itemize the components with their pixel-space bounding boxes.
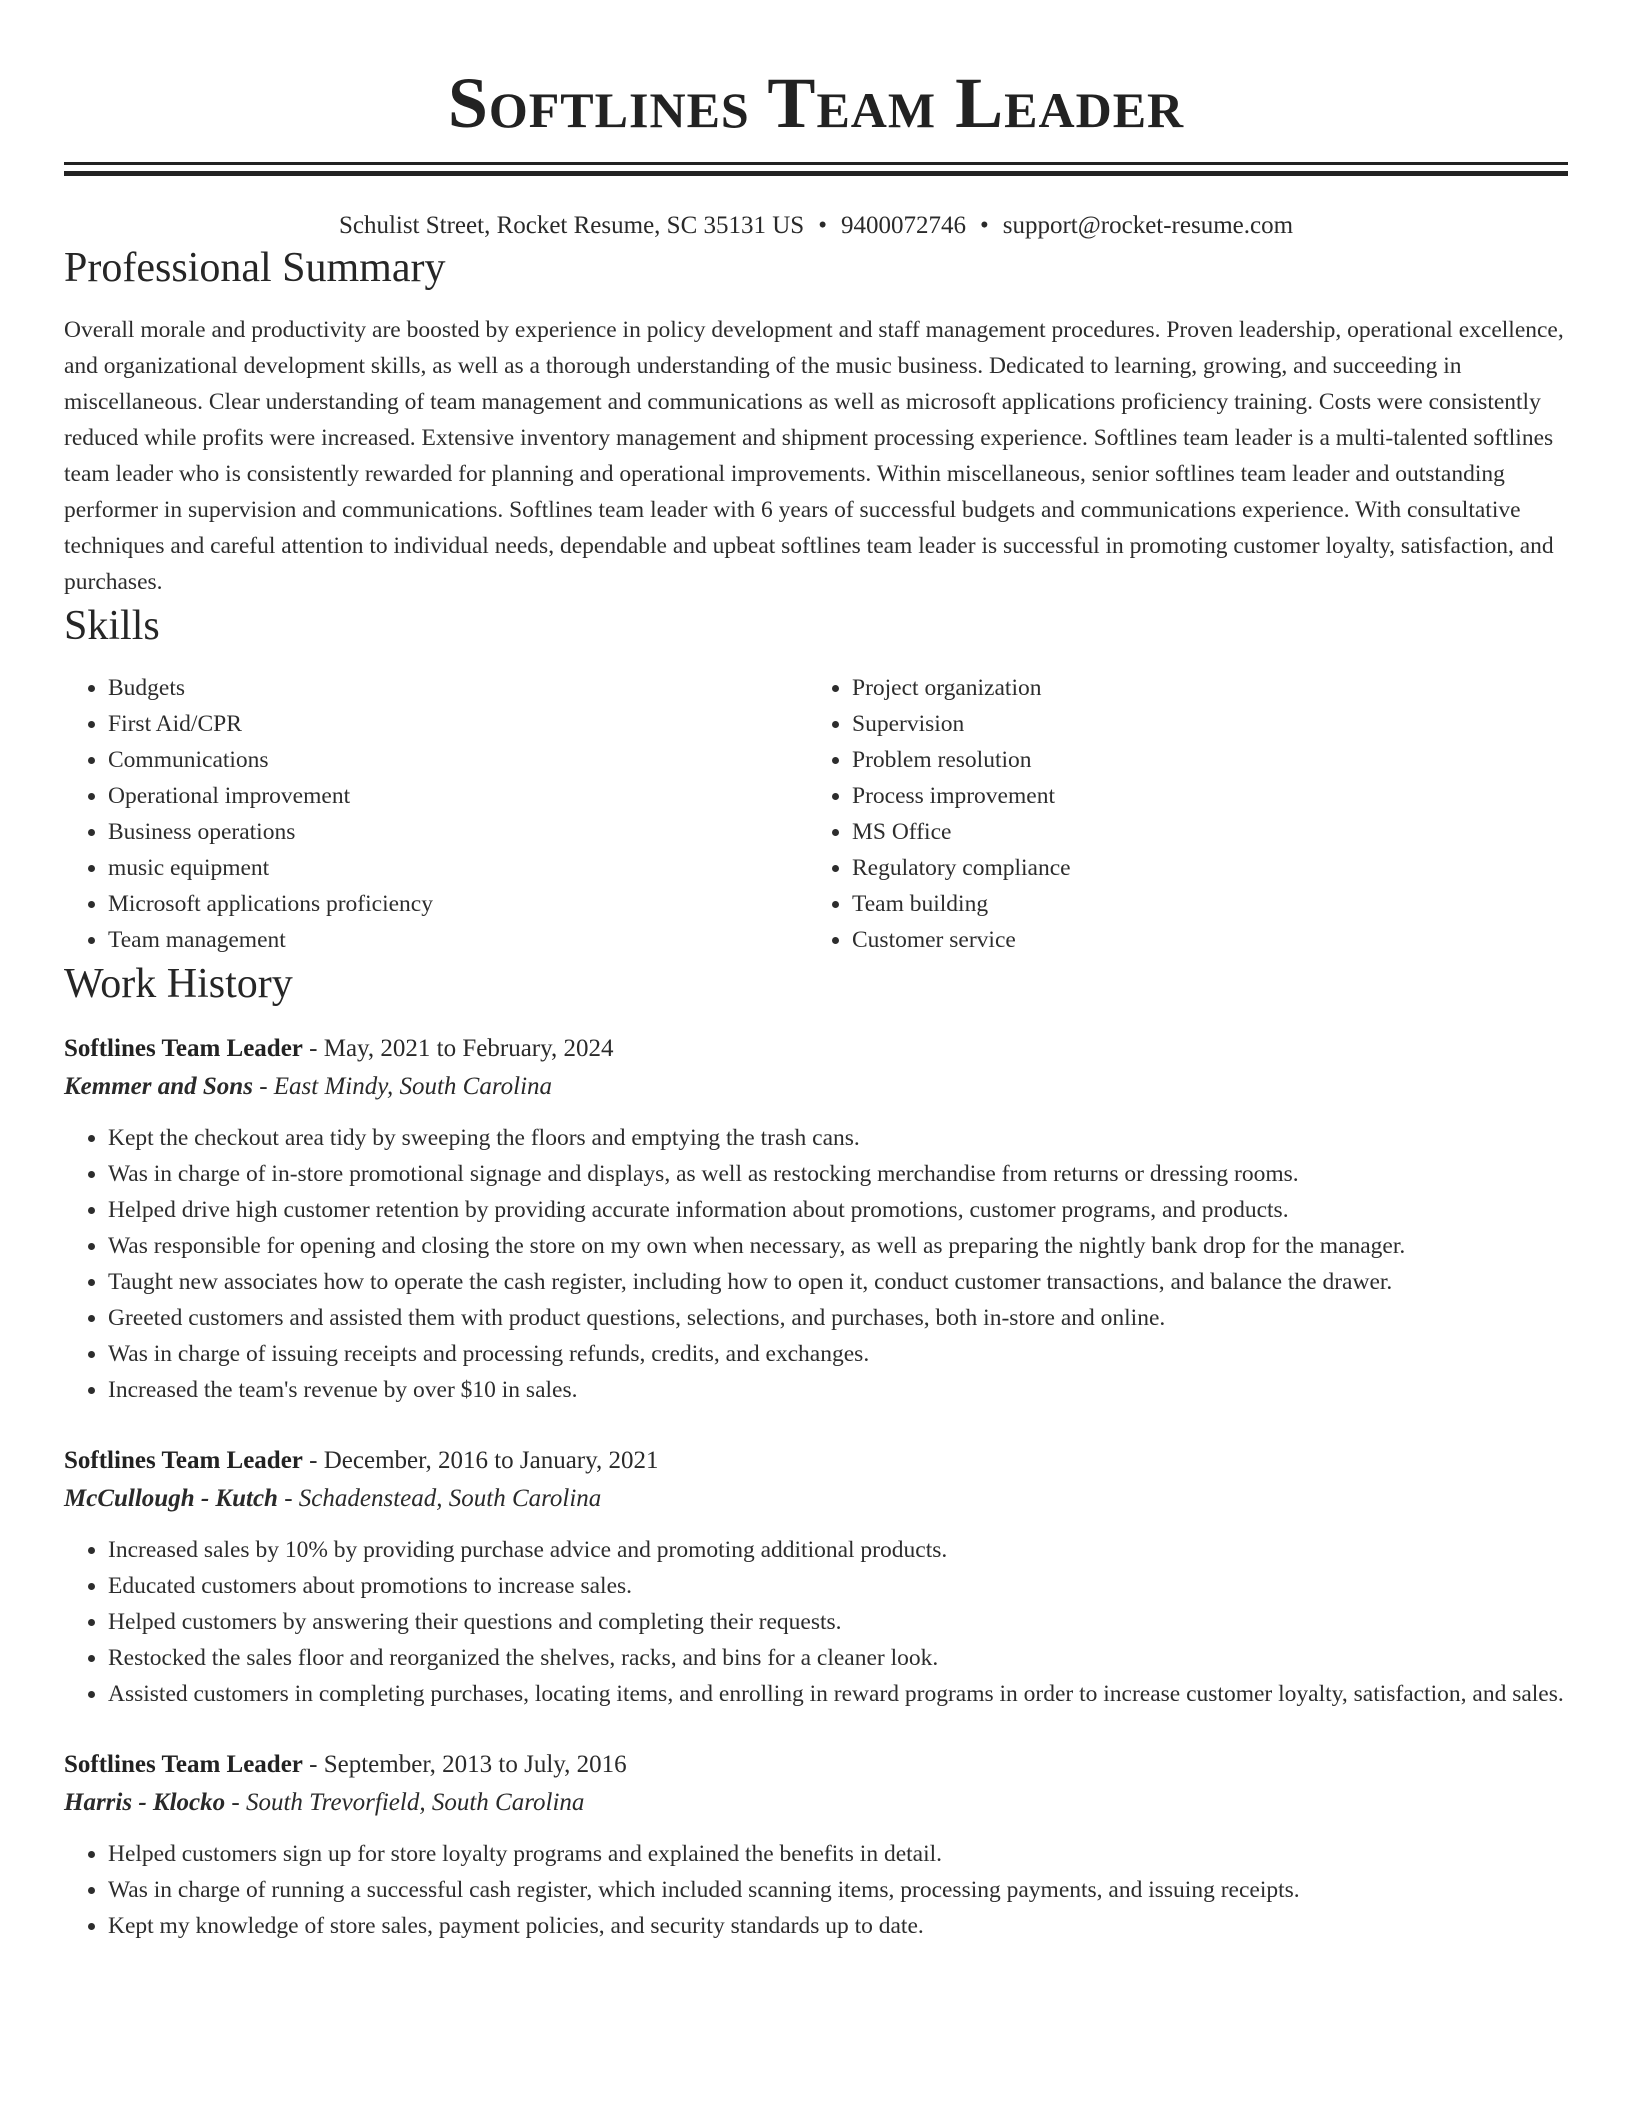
skill-item: • Process improvement: [852, 778, 1552, 814]
job-bullet: • Assisted customers in completing purchases, locating items, and enrolling in reward programs in order to increase customer loyalty, satisfaction, and sales.: [108, 1676, 1568, 1712]
job-title-line: Softlines Team Leader - September, 2013 to July, 2016: [64, 1751, 627, 1778]
skill-item: • MS Office: [852, 814, 1552, 850]
job-title-line: Softlines Team Leader - May, 2021 to February, 2024: [64, 1035, 614, 1062]
skill-item: • Problem resolution: [852, 742, 1552, 778]
job-title: Softlines Team Leader: [64, 1035, 303, 1062]
job-bullet: • Was in charge of issuing receipts and processing refunds, credits, and exchanges.: [108, 1336, 1568, 1372]
job-bullet: • Educated customers about promotions to increase sales.: [108, 1568, 1568, 1604]
job-entry: [64, 1442, 1568, 1712]
job-company: Kemmer and Sons: [64, 1073, 253, 1100]
skill-item: • Project organization: [852, 670, 1552, 706]
contact-phone: 9400072746: [840, 212, 966, 239]
job-entry: [64, 1030, 1568, 1408]
skill-item: • Operational improvement: [108, 778, 808, 814]
contact-separator: •: [818, 212, 827, 239]
job-bullet: • Kept my knowledge of store sales, payment policies, and security standards up to date.: [108, 1908, 1568, 1944]
job-company-line: Kemmer and Sons - East Mindy, South Carolina: [64, 1073, 553, 1100]
job-bullets: [64, 1532, 1568, 1712]
skill-item: • Customer service: [852, 922, 1552, 958]
skills-list-left: [64, 670, 808, 958]
job-location: South Trevorfield, South Carolina: [245, 1789, 585, 1816]
job-entry: [64, 1746, 1568, 1944]
skill-item: • Supervision: [852, 706, 1552, 742]
job-bullets: [64, 1836, 1568, 1944]
job-bullet: • Greeted customers and assisted them with product questions, selections, and purchases, both in-store and online.: [108, 1300, 1568, 1336]
job-bullet: • Helped drive high customer retention by providing accurate information about promotions, customer programs, and products.: [108, 1192, 1568, 1228]
skills-list-right: [808, 670, 1552, 958]
job-bullet: • Helped customers by answering their questions and completing their requests.: [108, 1604, 1568, 1640]
job-bullet: • Was responsible for opening and closing the store on my own when necessary, as well as preparing the nightly bank drop for the manager.: [108, 1228, 1568, 1264]
skill-item: • music equipment: [108, 850, 808, 886]
job-dates: December, 2016 to January, 2021: [323, 1447, 659, 1474]
job-title: Softlines Team Leader: [64, 1751, 303, 1778]
summary-text: Overall morale and productivity are boosted by experience in policy development and staff management procedures. Proven leadership, operational excellence, and organizational development skills, as well as a thorough understanding of the music business. Dedicated to learning, growing, and succeeding in miscellaneous. Clear understanding of team management and communications as well as microsoft applications proficiency training. Costs were consistently reduced while profits were increased. Extensive inventory management and shipment processing experience. Softlines team leader is a multi-talented softlines team leader who is consistently rewarded for planning and operational improvements. Within miscellaneous, senior softlines team leader and outstanding performer in supervision and communications. Softlines team leader with 6 years of successful budgets and communications experience. With consultative techniques and careful attention to individual needs, dependable and upbeat softlines team leader is successful in promoting customer loyalty, satisfaction, and purchases.: [64, 317, 1564, 595]
job-bullet: • Was in charge of in-store promotional signage and displays, as well as restocking merchandise from returns or dressing rooms.: [108, 1156, 1568, 1192]
skill-item: • Budgets: [108, 670, 808, 706]
job-company-line: McCullough - Kutch - Schadenstead, South Carolina: [64, 1485, 602, 1512]
resume-page: [64, 0, 1568, 1944]
title-rule-bottom: [64, 171, 1568, 176]
skill-item: • Microsoft applications proficiency: [108, 886, 808, 922]
summary-heading: Professional Summary: [64, 245, 446, 291]
contact-address: Schulist Street, Rocket Resume, SC 35131 US: [338, 212, 805, 239]
contact-separator: •: [979, 212, 989, 239]
job-company: Harris - Klocko: [64, 1789, 226, 1816]
skill-item: • Team building: [852, 886, 1552, 922]
skills-heading: Skills: [64, 603, 160, 649]
job-bullets: [64, 1120, 1568, 1408]
skill-item: • First Aid/CPR: [108, 706, 808, 742]
contact-email: support@rocket-resume.com: [1002, 212, 1294, 239]
work-history-heading: Work History: [64, 961, 293, 1007]
job-bullet: • Was in charge of running a successful cash register, which included scanning items, processing payments, and issuing receipts.: [108, 1872, 1568, 1908]
title-rule-top: [64, 162, 1568, 165]
skill-item: • Regulatory compliance: [852, 850, 1552, 886]
job-bullet: • Helped customers sign up for store loyalty programs and explained the benefits in detail.: [108, 1836, 1568, 1872]
job-bullet: • Kept the checkout area tidy by sweeping the floors and emptying the trash cans.: [108, 1120, 1568, 1156]
job-dates: September, 2013 to July, 2016: [323, 1751, 627, 1778]
job-dates: May, 2021 to February, 2024: [323, 1035, 614, 1062]
job-title: Softlines Team Leader: [64, 1447, 303, 1474]
contact-line: [64, 210, 1568, 242]
skill-item: • Communications: [108, 742, 808, 778]
job-company: McCullough - Kutch: [64, 1485, 278, 1512]
job-bullet: • Restocked the sales floor and reorganized the shelves, racks, and bins for a cleaner look.: [108, 1640, 1568, 1676]
job-bullet: • Increased the team's revenue by over $10 in sales.: [108, 1372, 1568, 1408]
job-location: East Mindy, South Carolina: [273, 1073, 553, 1100]
resume-title: Softlines Team Leader: [447, 63, 1185, 143]
skill-item: • Business operations: [108, 814, 808, 850]
skills-columns: [64, 670, 1568, 958]
job-company-line: Harris - Klocko - South Trevorfield, South Carolina: [64, 1789, 585, 1816]
job-bullet: • Taught new associates how to operate the cash register, including how to open it, conduct customer transactions, and balance the drawer.: [108, 1264, 1568, 1300]
job-title-line: Softlines Team Leader - December, 2016 to January, 2021: [64, 1447, 659, 1474]
job-location: Schadenstead, South Carolina: [298, 1485, 602, 1512]
skill-item: • Team management: [108, 922, 808, 958]
job-bullet: • Increased sales by 10% by providing purchase advice and promoting additional products.: [108, 1532, 1568, 1568]
